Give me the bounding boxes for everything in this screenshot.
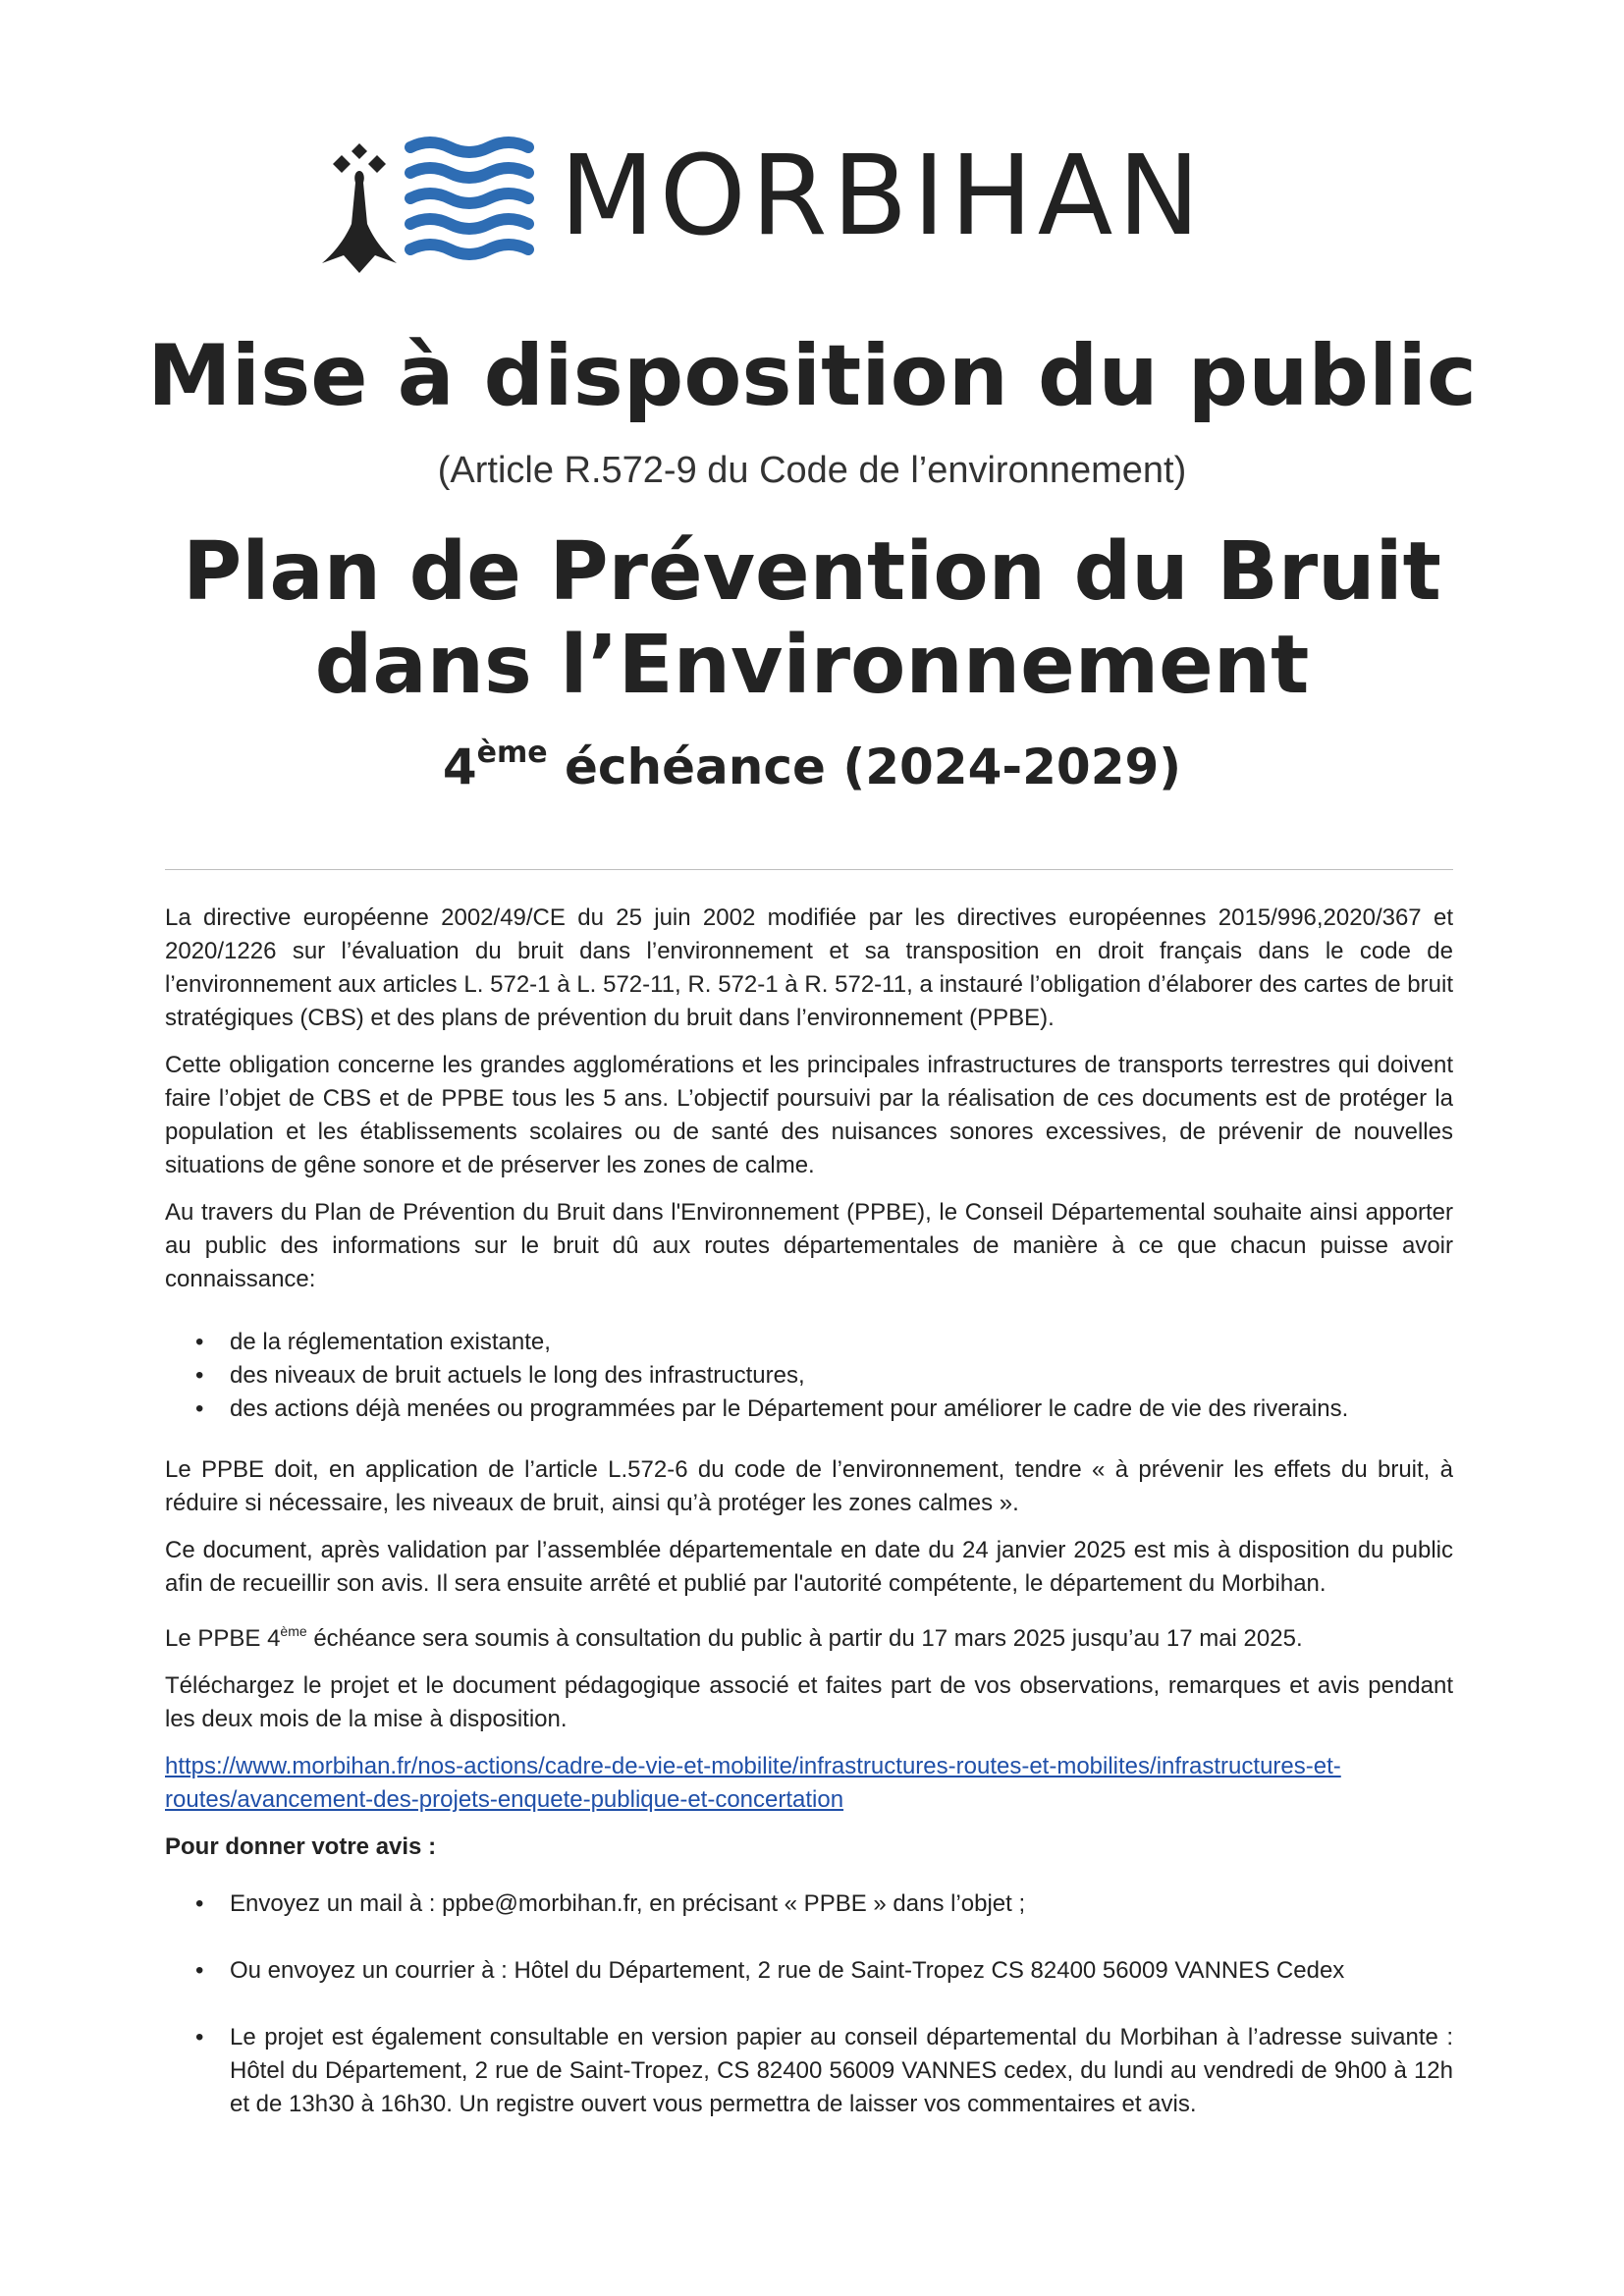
logo-wordmark: MORBIHAN bbox=[560, 133, 1206, 260]
list-item: • des actions déjà menées ou programmées par le Département pour améliorer le cadre de vie des riverains. bbox=[230, 1393, 1453, 1426]
consultation-superscript: ème bbox=[280, 1623, 307, 1639]
list-item: • Envoyez un mail à : ppbe@morbihan.fr, en précisant « PPBE » dans l’objet ; bbox=[230, 1887, 1453, 1921]
knowledge-list bbox=[165, 1326, 1453, 1426]
echeance-number: 4 bbox=[442, 738, 477, 795]
consultation-text-start: Le PPBE 4 bbox=[165, 1625, 281, 1652]
paragraph-obligation: Cette obligation concerne les grandes agglomérations et les principales infrastructures de transports terrestres qui doivent faire l’objet de CBS et de PPBE tous les 5 ans. L’objectif poursuivi par la réalisation de ces documents est de protéger la population et les établissements scolaires ou de santé des nuisances sonores excessives, de prévenir de nouvelles situations de gêne sonore et de préserver les zones de calme. bbox=[165, 1052, 1453, 1178]
consultation-text-end: échéance sera soumis à consultation du public à partir du 17 mars 2025 jusqu’au 17 mai 2025. bbox=[306, 1625, 1303, 1652]
list-item: • des niveaux de bruit actuels le long des infrastructures, bbox=[230, 1359, 1453, 1393]
paragraph-consultation-dates bbox=[165, 1614, 1453, 1656]
morbihan-logo bbox=[312, 133, 1314, 273]
plan-title-line2: dans l’Environnement bbox=[314, 619, 1310, 713]
list-item: • de la réglementation existante, bbox=[230, 1326, 1453, 1359]
list-item: • Le projet est également consultable en version papier au conseil départemental du Morbihan à l’adresse suivante : Hôtel du Département, 2 rue de Saint-Tropez, CS 82400 56009 VANNES cedex, du lundi au vendredi de 9h00 à 12h et de 13h30 à 16h30. Un registre ouvert vous permettra de laisser vos commentaires et avis. bbox=[230, 2021, 1453, 2121]
avis-heading: Pour donner votre avis : bbox=[165, 1833, 437, 1860]
paragraph-download: Téléchargez le projet et le document pédagogique associé et faites part de vos observations, remarques et avis pendant les deux mois de la mise à disposition. bbox=[165, 1672, 1453, 1732]
ermine-waves-icon bbox=[312, 136, 548, 273]
echeance-text: échéance (2024-2029) bbox=[547, 738, 1182, 795]
plan-title-line1: Plan de Prévention du Bruit bbox=[183, 525, 1441, 619]
paragraph-directive: La directive européenne 2002/49/CE du 25 juin 2002 modifiée par les directives européennes 2015/996,2020/367 et 2020/1226 sur l’évaluation du bruit dans l’environnement et sa transposition en droit français dans le code de l’environnement aux articles L. 572-1 à L. 572-11, R. 572-1 à R. 572-11, a instauré l’obligation d’élaborer des cartes de bruit stratégiques (CBS) et des plans de prévention du bruit dans l’environnement (PPBE). bbox=[165, 904, 1453, 1031]
paragraph-validation: Ce document, après validation par l’assemblée départementale en date du 24 janvier 2025 est mis à disposition du public afin de recueillir son avis. Il sera ensuite arrêté et publié par l'autorité compétente, le département du Morbihan. bbox=[165, 1537, 1453, 1597]
page-title: Mise à disposition du public bbox=[147, 327, 1477, 425]
list-item: • Ou envoyez un courrier à : Hôtel du Département, 2 rue de Saint-Tropez CS 82400 56009 VANNES Cedex bbox=[230, 1954, 1453, 1988]
echeance-superscript: ème bbox=[476, 736, 548, 770]
paragraph-conseil: Au travers du Plan de Prévention du Bruit dans l'Environnement (PPBE), le Conseil Départemental souhaite ainsi apporter au public des informations sur le bruit dû aux routes départementales de manière à ce que chacun puisse avoir connaissance: bbox=[165, 1199, 1453, 1292]
article-reference: (Article R.572-9 du Code de l’environnement) bbox=[437, 450, 1187, 491]
avis-list bbox=[165, 1887, 1453, 2121]
plan-title bbox=[0, 525, 1624, 712]
echeance-heading bbox=[0, 736, 1624, 795]
document-body bbox=[165, 902, 1453, 2155]
project-link[interactable]: https://www.morbihan.fr/nos-actions/cadre-de-vie-et-mobilite/infrastructures-routes-et-mobilites/infrastructures-et-routes/avancement-des-projets-enquete-publique-et-concertation bbox=[165, 1753, 1341, 1813]
paragraph-article: Le PPBE doit, en application de l’article L.572-6 du code de l’environnement, tendre « à prévenir les effets du bruit, à réduire si nécessaire, les niveaux de bruit, ainsi qu’à protéger les zones calmes ». bbox=[165, 1456, 1453, 1516]
separator-line bbox=[165, 869, 1453, 870]
